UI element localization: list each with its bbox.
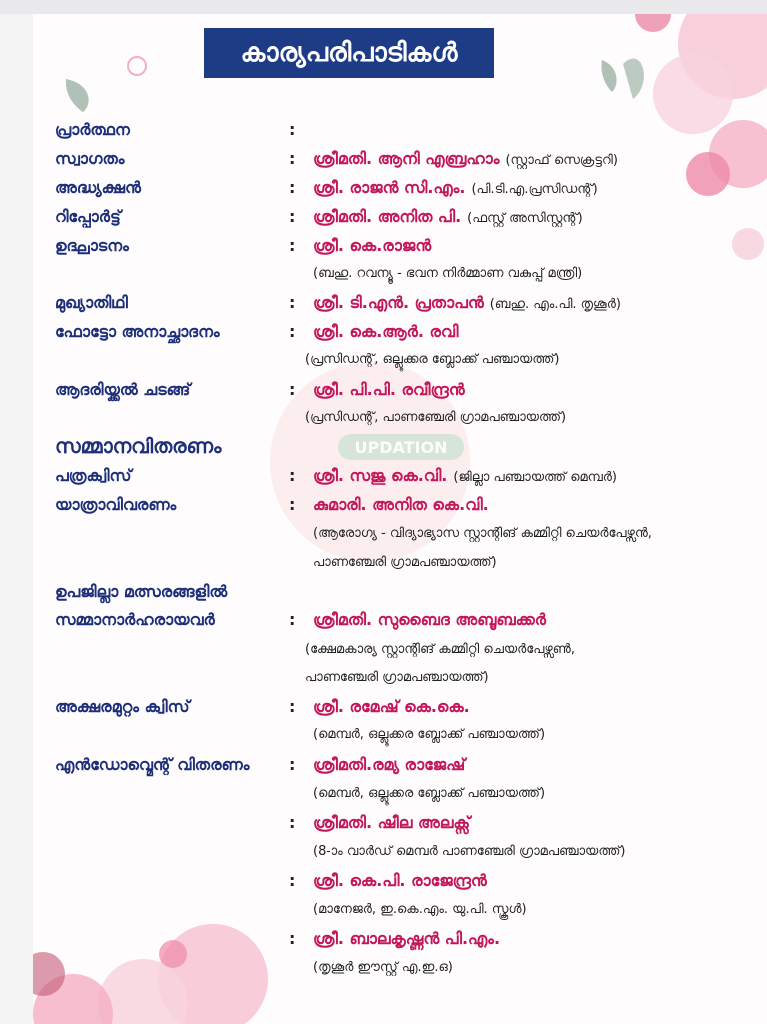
top-bar: [0, 0, 767, 14]
colon: :: [289, 322, 296, 341]
designation: (പ്രസിഡന്റ്, ഒല്ലൂക്കര ബ്ലോക്ക് പഞ്ചായത്ത്): [305, 352, 560, 367]
name-text: ശ്രീമതി. ആനി എബ്രഹാം: [313, 149, 500, 168]
name-text: ശ്രീമതി. അനിത പി.: [313, 207, 462, 226]
designation: പാണഞ്ചേരി ഗ്രാമപഞ്ചായത്ത്): [305, 670, 489, 685]
program-label: റിപ്പോർട്ട്: [55, 207, 121, 226]
colon: :: [289, 755, 296, 774]
designation: (മെമ്പർ, ഒല്ലൂക്കര ബ്ലോക്ക് പഞ്ചായത്ത്): [313, 727, 546, 742]
colon: :: [289, 178, 296, 197]
program-label: ഉദ്ഘാടനം: [55, 236, 129, 255]
program-label: ആദരിയ്ക്കൽ ചടങ്ങ്: [55, 380, 191, 399]
designation: പാണഞ്ചേരി ഗ്രാമപഞ്ചായത്ത്): [313, 555, 497, 570]
leaf-icon: [61, 74, 95, 114]
person-name: [313, 149, 618, 169]
program-label: മുഖ്യാതിഥി: [55, 293, 128, 312]
program-label: ഉപജില്ലാ മത്സരങ്ങളിൽ: [55, 582, 228, 601]
designation: (സ്റ്റാഫ് സെക്രട്ടറി): [505, 153, 618, 168]
colon: :: [289, 495, 296, 514]
name-text: ശ്രീ. രാജൻ സി.എം.: [313, 178, 466, 197]
colon: :: [289, 293, 296, 312]
program-label: പ്രാർത്ഥന: [55, 120, 130, 139]
leaf-icon: [598, 56, 622, 96]
designation: (8-ാം വാർഡ് മെമ്പർ പാണഞ്ചേരി ഗ്രാമപഞ്ചായത്ത്): [313, 844, 626, 859]
name-text: ശ്രീ. ടി.എൻ. പ്രതാപൻ: [313, 293, 484, 312]
person-name: [313, 466, 617, 486]
person-name: ശ്രീമതി. ഷീല അലക്സ്: [313, 813, 471, 832]
colon: :: [289, 466, 296, 485]
program-label: ഫോട്ടോ അനാച്ഛാദനം: [55, 322, 220, 341]
person-name: ശ്രീ. കെ.രാജൻ: [313, 236, 432, 255]
designation: (ഫസ്റ്റ് അസിസ്റ്റന്റ്): [467, 211, 583, 226]
name-text: ശ്രീ. സജു കെ.വി.: [313, 466, 448, 485]
colon: :: [289, 149, 296, 168]
colon: :: [289, 697, 296, 716]
designation: (ആരോഗ്യ - വിദ്യാഭ്യാസ സ്റ്റാന്റിങ് കമ്മിറ്റി ചെയർപേഴ്സൻ,: [313, 526, 652, 541]
person-name: ശ്രീ. രമേഷ് കെ.കെ.: [313, 697, 470, 716]
person-name: [313, 207, 583, 227]
designation: (ബഹു. റവന്യൂ - ഭവന നിർമ്മാണ വകുപ്പ് മന്ത്രി): [313, 266, 583, 281]
person-name: ശ്രീ. ബാലകൃഷ്ണൻ പി.എം.: [313, 929, 501, 948]
program-label: പത്രക്വിസ്: [55, 466, 132, 485]
designation: (തൃശൂർ ഈസ്റ്റ് എ.ഇ.ഒ): [313, 960, 453, 975]
colon: :: [289, 236, 296, 255]
designation: (ബഹു. എം.പി. തൃശൂർ): [489, 297, 621, 312]
designation: (പ്രസിഡന്റ്, പാണഞ്ചേരി ഗ്രാമപഞ്ചായത്ത്): [305, 410, 567, 425]
floral-decoration-bottom-left: [33, 894, 303, 1024]
colon: :: [289, 380, 296, 399]
program-label: സമ്മാനാർഹരായവർ: [55, 610, 215, 629]
colon: :: [289, 207, 296, 226]
designation: (മാനേജർ, ഇ.കെ.എം. യു.പി. സ്കൂൾ): [313, 902, 527, 917]
program-label: യാത്രാവിവരണം: [55, 495, 177, 514]
person-name: ശ്രീമതി.രമ്യ രാജേഷ്: [313, 755, 466, 774]
person-name: [313, 178, 598, 198]
person-name: കുമാരി. അനിത കെ.വി.: [313, 495, 489, 514]
person-name: ശ്രീ. പി.പി. രവീന്ദ്രൻ: [313, 380, 465, 399]
person-name: ശ്രീ. കെ.ആർ. രവി: [313, 322, 459, 341]
colon: :: [289, 610, 296, 629]
colon: :: [289, 871, 296, 890]
designation: (മെമ്പർ, ഒല്ലൂക്കര ബ്ലോക്ക് പഞ്ചായത്ത്): [313, 786, 546, 801]
person-name: [313, 293, 621, 313]
watermark-text: UPDATION: [338, 434, 464, 460]
program-label: അക്ഷരമുറ്റം ക്വിസ്: [55, 697, 190, 716]
circle-ornament: [125, 54, 149, 78]
person-name: ശ്രീമതി. സുബൈദ അബൂബക്കർ: [313, 610, 546, 629]
designation: (ജില്ലാ പഞ്ചായത്ത് മെമ്പർ): [453, 470, 617, 485]
program-label: എൻഡോവ്മെന്റ് വിതരണം: [55, 755, 250, 774]
designation: (പി.ടി.എ.പ്രസിഡന്റ്): [471, 182, 598, 197]
program-label: അദ്ധ്യക്ഷൻ: [55, 178, 141, 197]
section-heading: സമ്മാനവിതരണം: [55, 434, 222, 458]
colon: :: [289, 929, 296, 948]
designation: (ക്ഷേമകാര്യ സ്റ്റാന്റിങ് കമ്മിറ്റി ചെയർപേഴ്സൺ,: [305, 642, 575, 657]
colon: :: [289, 813, 296, 832]
page-title: കാര്യപരിപാടികൾ: [204, 28, 494, 78]
program-label: സ്വാഗതം: [55, 149, 125, 168]
person-name: ശ്രീ. കെ.പി. രാജേന്ദ്രൻ: [313, 871, 487, 890]
colon: :: [289, 120, 296, 139]
